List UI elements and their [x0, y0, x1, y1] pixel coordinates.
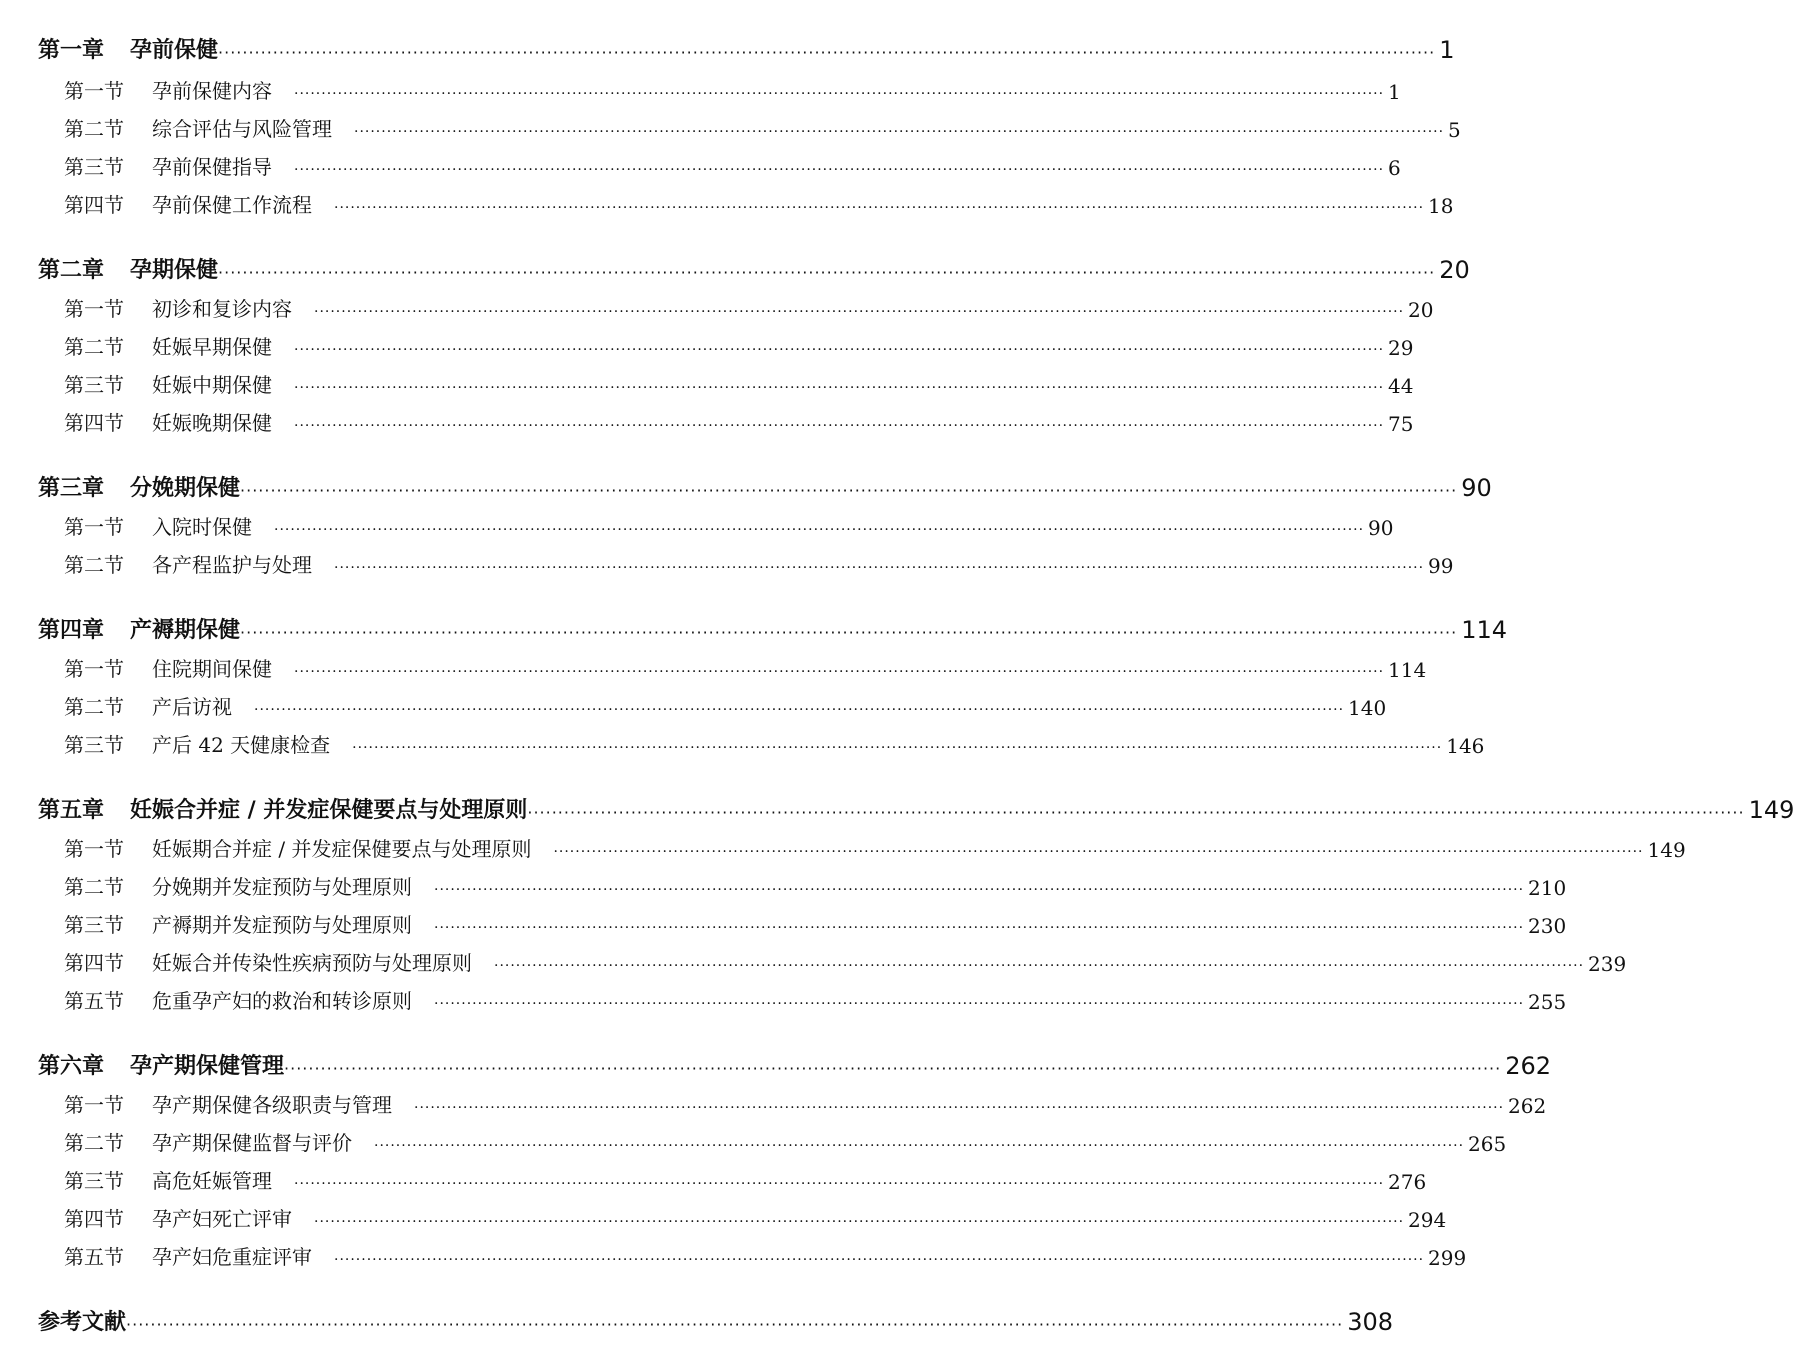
toc-section-row[interactable] — [64, 1124, 1507, 1156]
section-number: 第一节 — [64, 657, 124, 681]
page-number: 308 — [1347, 1308, 1394, 1336]
page-number: 140 — [1348, 696, 1387, 720]
toc-section-row[interactable] — [64, 110, 1461, 142]
page-number: 255 — [1528, 990, 1567, 1014]
section-title: 入院时保健 — [152, 515, 252, 539]
toc-chapter-row[interactable] — [38, 792, 1794, 824]
section-number: 第三节 — [64, 373, 124, 397]
section-number: 第一节 — [64, 837, 124, 861]
page-number: 90 — [1368, 516, 1394, 540]
page-number: 75 — [1388, 412, 1414, 436]
dot-leader: ········································································································································································································ — [434, 920, 1525, 936]
section-number: 第二节 — [64, 553, 124, 577]
dot-leader: ········································································································································································································ — [374, 1138, 1465, 1154]
toc-chapter-row[interactable] — [38, 1048, 1552, 1080]
dot-leader: ········································································································································································································ — [284, 1059, 1502, 1078]
section-title: 孕产期保健各级职责与管理 — [152, 1093, 392, 1117]
page-number: 230 — [1528, 914, 1567, 938]
section-title: 产后访视 — [152, 695, 232, 719]
page-number: 5 — [1448, 118, 1461, 142]
dot-leader: ········································································································································································································ — [294, 418, 1385, 434]
chapter-number: 第二章 — [38, 258, 105, 283]
section-number: 第一节 — [64, 79, 124, 103]
section-title: 孕产期保健监督与评价 — [152, 1131, 352, 1155]
section-title: 危重孕产妇的救治和转诊原则 — [152, 989, 412, 1013]
section-number: 第一节 — [64, 515, 124, 539]
toc-section-row[interactable] — [64, 1200, 1447, 1232]
section-title: 住院期间保健 — [152, 657, 272, 681]
toc-section-row[interactable] — [64, 1162, 1427, 1194]
chapter-title: 孕产期保健管理 — [130, 1054, 285, 1079]
dot-leader: ········································································································································································································ — [294, 342, 1385, 358]
toc-chapter-row[interactable] — [38, 32, 1455, 64]
section-number: 第二节 — [64, 117, 124, 141]
dot-leader: ········································································································································································································ — [240, 481, 1458, 500]
page-number: 239 — [1588, 952, 1627, 976]
toc-section-row[interactable] — [64, 1238, 1467, 1270]
page-number: 276 — [1388, 1170, 1427, 1194]
chapter-number: 第五章 — [38, 798, 105, 823]
page-number: 20 — [1408, 298, 1434, 322]
section-number: 第一节 — [64, 1093, 124, 1117]
section-title: 初诊和复诊内容 — [152, 297, 292, 321]
page-number: 265 — [1468, 1132, 1507, 1156]
section-title: 孕产妇危重症评审 — [152, 1245, 312, 1269]
dot-leader: ········································································································································································································ — [294, 86, 1385, 102]
page-number: 299 — [1428, 1246, 1467, 1270]
toc-section-row[interactable] — [64, 650, 1427, 682]
toc-section-row[interactable] — [64, 404, 1414, 436]
dot-leader: ········································································································································································································ — [352, 740, 1443, 756]
page-number: 6 — [1388, 156, 1401, 180]
section-number: 第三节 — [64, 733, 124, 757]
section-title: 分娩期并发症预防与处理原则 — [152, 875, 412, 899]
section-title: 高危妊娠管理 — [152, 1169, 272, 1193]
section-number: 第三节 — [64, 913, 124, 937]
page-number: 114 — [1461, 616, 1508, 644]
dot-leader: ········································································································································································································ — [254, 702, 1345, 718]
dot-leader: ········································································································································································································ — [434, 996, 1525, 1012]
toc-section-row[interactable] — [64, 1086, 1547, 1118]
toc-section-row[interactable] — [64, 186, 1454, 218]
chapter-title: 孕前保健 — [130, 38, 219, 63]
section-title: 综合评估与风险管理 — [152, 117, 332, 141]
section-number: 第四节 — [64, 193, 124, 217]
chapter-title: 参考文献 — [38, 1310, 127, 1335]
toc-section-row[interactable] — [64, 944, 1627, 976]
chapter-title: 妊娠合并症 / 并发症保健要点与处理原则 — [130, 798, 528, 823]
section-title: 妊娠早期保健 — [152, 335, 272, 359]
dot-leader: ········································································································································································································ — [414, 1100, 1505, 1116]
dot-leader: ········································································································································································································ — [527, 803, 1745, 822]
toc-chapter-row[interactable] — [38, 470, 1492, 502]
toc-section-row[interactable] — [64, 366, 1414, 398]
section-number: 第二节 — [64, 875, 124, 899]
page-number: 1 — [1388, 80, 1401, 104]
toc-section-row[interactable] — [64, 72, 1401, 104]
toc-chapter-row[interactable] — [38, 612, 1508, 644]
section-number: 第一节 — [64, 297, 124, 321]
section-title: 产后 42 天健康检查 — [152, 733, 331, 757]
section-title: 妊娠期合并症 / 并发症保健要点与处理原则 — [152, 837, 532, 861]
toc-section-row[interactable] — [64, 688, 1387, 720]
toc-section-row[interactable] — [64, 982, 1567, 1014]
toc-section-row[interactable] — [64, 546, 1454, 578]
dot-leader: ········································································································································································································ — [334, 1252, 1425, 1268]
page-number: 146 — [1446, 734, 1485, 758]
dot-leader: ········································································································································································································ — [334, 200, 1425, 216]
chapter-number: 第三章 — [38, 476, 105, 501]
toc-section-row[interactable] — [64, 508, 1394, 540]
section-number: 第四节 — [64, 1207, 124, 1231]
section-title: 妊娠晚期保健 — [152, 411, 272, 435]
section-title: 妊娠中期保健 — [152, 373, 272, 397]
page-number: 44 — [1388, 374, 1414, 398]
section-title: 妊娠合并传染性疾病预防与处理原则 — [152, 951, 472, 975]
page-number: 294 — [1408, 1208, 1447, 1232]
page-number: 210 — [1528, 876, 1567, 900]
page-number: 18 — [1428, 194, 1454, 218]
page-number: 20 — [1439, 256, 1470, 284]
dot-leader: ········································································································································································································ — [354, 124, 1445, 140]
toc-section-row[interactable] — [64, 868, 1567, 900]
section-number: 第四节 — [64, 951, 124, 975]
section-title: 孕产妇死亡评审 — [152, 1207, 292, 1231]
dot-leader: ········································································································································································································ — [240, 623, 1458, 642]
dot-leader: ········································································································································································································ — [274, 522, 1365, 538]
page-number: 262 — [1508, 1094, 1547, 1118]
dot-leader: ········································································································································································································ — [494, 958, 1585, 974]
dot-leader: ········································································································································································································ — [218, 43, 1436, 62]
page-number: 29 — [1388, 336, 1414, 360]
chapter-number: 第一章 — [38, 38, 105, 63]
dot-leader: ········································································································································································································ — [218, 263, 1436, 282]
dot-leader: ········································································································································································································ — [553, 844, 1644, 860]
dot-leader: ········································································································································································································ — [294, 1176, 1385, 1192]
toc-section-row[interactable] — [64, 290, 1434, 322]
toc-section-row[interactable] — [64, 830, 1686, 862]
section-number: 第三节 — [64, 155, 124, 179]
dot-leader: ········································································································································································································ — [434, 882, 1525, 898]
page-number: 99 — [1428, 554, 1454, 578]
toc-section-row[interactable] — [64, 906, 1567, 938]
page-number: 262 — [1505, 1052, 1552, 1080]
dot-leader: ········································································································································································································ — [314, 304, 1405, 320]
dot-leader: ········································································································································································································ — [294, 664, 1385, 680]
chapter-title: 孕期保健 — [130, 258, 219, 283]
page-number: 149 — [1647, 838, 1686, 862]
toc-section-row[interactable] — [64, 328, 1414, 360]
toc-section-row[interactable] — [64, 726, 1485, 758]
section-title: 孕前保健内容 — [152, 79, 272, 103]
section-number: 第二节 — [64, 335, 124, 359]
section-number: 第五节 — [64, 989, 124, 1013]
section-number: 第三节 — [64, 1169, 124, 1193]
toc-section-row[interactable] — [64, 148, 1401, 180]
chapter-title: 分娩期保健 — [130, 476, 241, 501]
section-title: 产褥期并发症预防与处理原则 — [152, 913, 412, 937]
section-number: 第四节 — [64, 411, 124, 435]
page-number: 114 — [1388, 658, 1427, 682]
chapter-number: 第四章 — [38, 618, 105, 643]
section-title: 各产程监护与处理 — [152, 553, 312, 577]
chapter-title: 产褥期保健 — [130, 618, 241, 643]
page-number: 1 — [1439, 36, 1455, 64]
page-number: 149 — [1748, 796, 1794, 824]
section-number: 第二节 — [64, 1131, 124, 1155]
dot-leader: ········································································································································································································ — [126, 1315, 1344, 1334]
section-number: 第五节 — [64, 1245, 124, 1269]
toc-chapter-row[interactable] — [38, 252, 1470, 284]
page-number: 90 — [1461, 474, 1492, 502]
section-title: 孕前保健工作流程 — [152, 193, 312, 217]
dot-leader: ········································································································································································································ — [334, 560, 1425, 576]
toc-chapter-row[interactable] — [38, 1304, 1394, 1336]
section-title: 孕前保健指导 — [152, 155, 272, 179]
dot-leader: ········································································································································································································ — [294, 380, 1385, 396]
section-number: 第二节 — [64, 695, 124, 719]
dot-leader: ········································································································································································································ — [314, 1214, 1405, 1230]
dot-leader: ········································································································································································································ — [294, 162, 1385, 178]
chapter-number: 第六章 — [38, 1054, 105, 1079]
